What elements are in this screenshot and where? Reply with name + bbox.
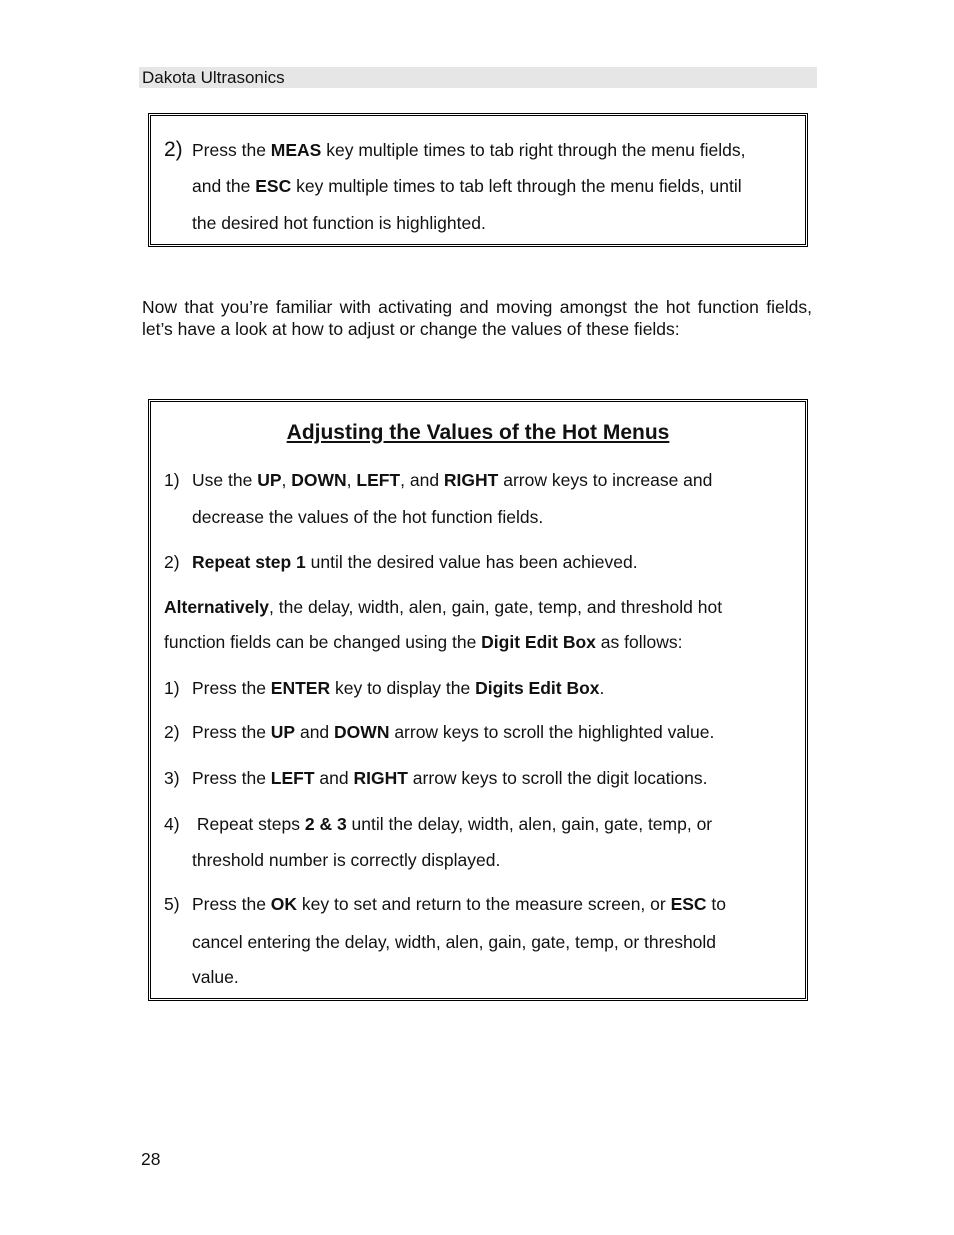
step-line-2: and the ESC key multiple times to tab left through the menu fields, until: [192, 176, 742, 196]
digit-step-4-cont: threshold number is correctly displayed.: [192, 850, 501, 870]
intro-paragraph: Now that you’re familiar with activating and moving amongst the hot function fields, let’s have a look at how to adjust or change the values of these fields:: [142, 297, 812, 339]
digit-step-4: 4) Repeat steps 2 & 3 until the delay, width, alen, gain, gate, temp, or: [164, 814, 713, 834]
digit-step-1: 1) Press the ENTER key to display the Digits Edit Box.: [164, 678, 605, 698]
digit-step-5-cont-1: cancel entering the delay, width, alen, gain, gate, temp, or threshold: [192, 932, 717, 952]
adjust-step-1: 1) Use the UP, DOWN, LEFT, and RIGHT arrow keys to increase and: [164, 470, 713, 490]
adjust-step-1-cont: decrease the values of the hot function fields.: [192, 507, 544, 527]
page-number: 28: [141, 1149, 161, 1169]
step-box: [148, 113, 808, 247]
alternatively-line-2: function fields can be changed using the Digit Edit Box as follows:: [164, 632, 683, 652]
page-header: Dakota Ultrasonics: [139, 67, 817, 88]
box-title: Adjusting the Values of the Hot Menus: [286, 421, 670, 444]
instructions-box: [148, 399, 808, 1001]
digit-step-2: 2) Press the UP and DOWN arrow keys to scroll the highlighted value.: [164, 722, 715, 742]
adjust-step-2: 2) Repeat step 1 until the desired value has been achieved.: [164, 552, 638, 572]
digit-step-3: 3) Press the LEFT and RIGHT arrow keys to scroll the digit locations.: [164, 768, 708, 788]
digit-step-5-cont-2: value.: [192, 967, 239, 987]
step-line-3: the desired hot function is highlighted.: [192, 213, 486, 233]
digit-step-5: 5) Press the OK key to set and return to the measure screen, or ESC to: [164, 894, 727, 914]
step-line-1: Press the MEAS key multiple times to tab right through the menu fields,: [192, 140, 746, 160]
step-number: 2): [164, 138, 183, 161]
alternatively-line-1: Alternatively, the delay, width, alen, gain, gate, temp, and threshold hot: [164, 597, 723, 617]
